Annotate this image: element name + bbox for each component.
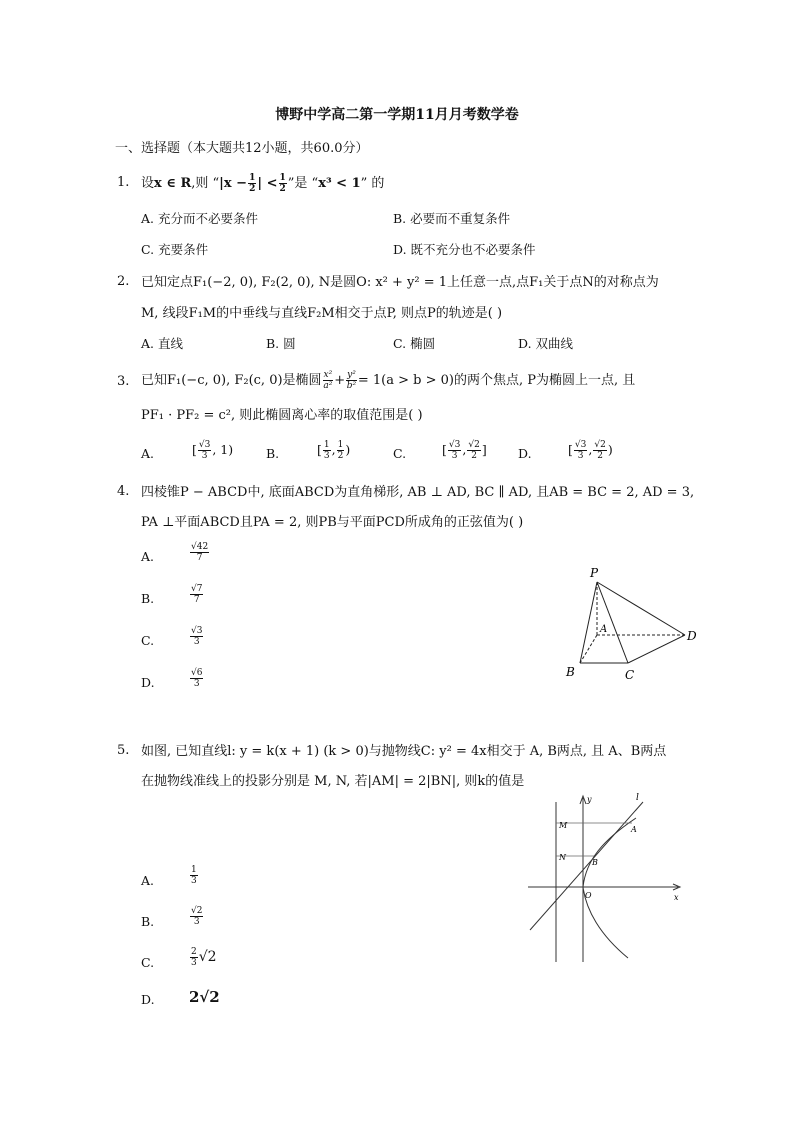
q3-option-a-label: A. (141, 446, 155, 461)
q1-number: 1. (117, 175, 130, 190)
q5-line2: 在抛物线准线上的投影分别是 M, N, 若|AM| = 2|BN|, 则k的值是 (141, 774, 525, 789)
q5-option-d: 2√2 (189, 988, 220, 1006)
page-title: 博野中学高二第一学期11月月考数学卷 (275, 107, 519, 123)
q3-a-frac: $\frac{√3}{3}$ (198, 440, 211, 461)
label-p: P (590, 566, 599, 580)
label-x: x (674, 893, 679, 902)
q2-line1: 已知定点F₁(−2, 0), F₂(2, 0), N是圆O: x² + y² = 1上任意一点,点F₁关于点N的对称点为 (141, 275, 659, 290)
label-a: A (600, 624, 608, 635)
label-y: y (587, 795, 592, 804)
q3-frac-x2a2: $\frac{\text{x²}}{\text{a²}}$ (323, 370, 333, 391)
edge-pc (597, 582, 628, 663)
parabola-upper (583, 818, 636, 887)
q1-frac-half-2: $\frac{1}{2}$ (279, 173, 286, 194)
q4-option-a: $\frac{√42}{7}$ (191, 542, 209, 563)
label-l: l (636, 793, 639, 803)
label-d: D (687, 629, 697, 643)
label-n: N (559, 853, 566, 862)
label-c: C (625, 668, 635, 682)
q3-line1-a: 已知F₁(−c, 0), F₂(c, 0)是椭圆 (141, 373, 322, 388)
q3-option-c: [ $\frac{√3}{3}$ , $\frac{√2}{2}$ ] (442, 440, 487, 461)
q2-line2: M, 线段F₁M的中垂线与直线F₂M相交于点P, 则点P的轨迹是( ) (141, 306, 503, 321)
q3-number: 3. (117, 374, 130, 389)
q2-option-d: D. 双曲线 (518, 336, 574, 351)
label-o: O (585, 891, 592, 900)
q4-option-b-label: B. (141, 591, 155, 606)
q1-pre: 设 (141, 176, 155, 191)
q3-option-a: [ $\frac{√3}{3}$ , 1) (192, 440, 234, 461)
q1-mid2: ”是 “ (287, 176, 319, 191)
q4-pyramid-figure (560, 560, 710, 685)
q3-option-c-label: C. (393, 446, 407, 461)
line-l (530, 802, 643, 930)
q4-line2: PA ⊥平面ABCD且PA = 2, 则PB与平面PCD所成角的正弦值为( ) (141, 515, 524, 530)
q3-line1: 已知F₁(−c, 0), F₂(c, 0)是椭圆 $\frac{\text{x²}}{\text{a²}}$ + $\frac{\text{y²}}{\text{b²}}$ = 1(a > b > 0)的两个焦点, P为椭圆上一点, 且 (141, 370, 636, 391)
q4-option-a-label: A. (141, 549, 155, 564)
q1-mid1: ,则 “ (191, 176, 220, 191)
q3-frac-y2b2: $\frac{\text{y²}}{\text{b²}}$ (346, 370, 357, 391)
edge-pb (580, 582, 597, 663)
q4-option-b: $\frac{√7}{7}$ (191, 584, 203, 605)
q1-end: ” 的 (360, 176, 385, 191)
q5-option-a: $\frac{1}{3}$ (191, 865, 197, 886)
q3-line1-b: = 1(a > b > 0)的两个焦点, P为椭圆上一点, 且 (357, 373, 636, 388)
q1-abs-a: |x − (219, 176, 248, 191)
label-m: M (559, 821, 568, 830)
label-a: A (631, 825, 637, 834)
q5-parabola-figure (528, 790, 688, 965)
q5-line1: 如图, 已知直线l: y = k(x + 1) (k > 0)与抛物线C: y² = 4x相交于 A, B两点, 且 A、B两点 (141, 744, 667, 759)
q4-option-c: $\frac{√3}{3}$ (191, 626, 203, 647)
q4-option-d: $\frac{√6}{3}$ (191, 668, 203, 689)
q3-option-b-label: B. (266, 446, 280, 461)
q5-number: 5. (117, 743, 130, 758)
q1-frac-half: $\frac{1}{2}$ (249, 173, 256, 194)
q1-option-b: B. 必要而不重复条件 (393, 211, 511, 226)
q5-option-c-label: C. (141, 955, 155, 970)
label-b: B (566, 665, 575, 679)
q4-option-d-label: D. (141, 675, 155, 690)
q5-option-d-label: D. (141, 992, 155, 1007)
section-heading: 一、选择题（本大题共12小题，共60.0分） (115, 141, 369, 156)
q4-line1: 四棱锥P − ABCD中, 底面ABCD为直角梯形, AB ⊥ AD, BC ∥ AD, 且AB = BC = 2, AD = 3, (141, 485, 695, 500)
label-b: B (592, 858, 598, 867)
q1-option-a: A. 充分而不必要条件 (141, 211, 258, 226)
q2-number: 2. (117, 274, 130, 289)
q4-number: 4. (117, 484, 130, 499)
edge-cd (628, 635, 685, 663)
q3-line2: PF₁ · PF₂ = c², 则此椭圆离心率的取值范围是( ) (141, 408, 423, 423)
q1-option-d: D. 既不充分也不必要条件 (393, 242, 536, 257)
q5-option-a-label: A. (141, 873, 155, 888)
q3-option-d: [ $\frac{√3}{3}$ , $\frac{√2}{2}$ ) (568, 440, 613, 461)
edge-pd (597, 582, 685, 635)
q5-option-b: $\frac{√2}{3}$ (191, 906, 203, 927)
q2-option-a: A. 直线 (141, 336, 183, 351)
q2-option-b: B. 圆 (266, 336, 296, 351)
q1-text (141, 172, 384, 194)
q1-cube: x³ < 1 (318, 176, 361, 191)
q5-option-c: $\frac{2}{3}$ √2 (191, 947, 217, 968)
q2-option-c: C. 椭圆 (393, 336, 436, 351)
q1-set: x ∈ R (154, 176, 192, 191)
q3-option-d-label: D. (518, 446, 532, 461)
q5-option-b-label: B. (141, 914, 155, 929)
q1-abs-b: | < (257, 176, 278, 191)
q4-option-c-label: C. (141, 633, 155, 648)
q3-option-b: [ $\frac{1}{3}$ , $\frac{1}{2}$ ) (317, 440, 351, 461)
q1-option-c: C. 充要条件 (141, 242, 209, 257)
